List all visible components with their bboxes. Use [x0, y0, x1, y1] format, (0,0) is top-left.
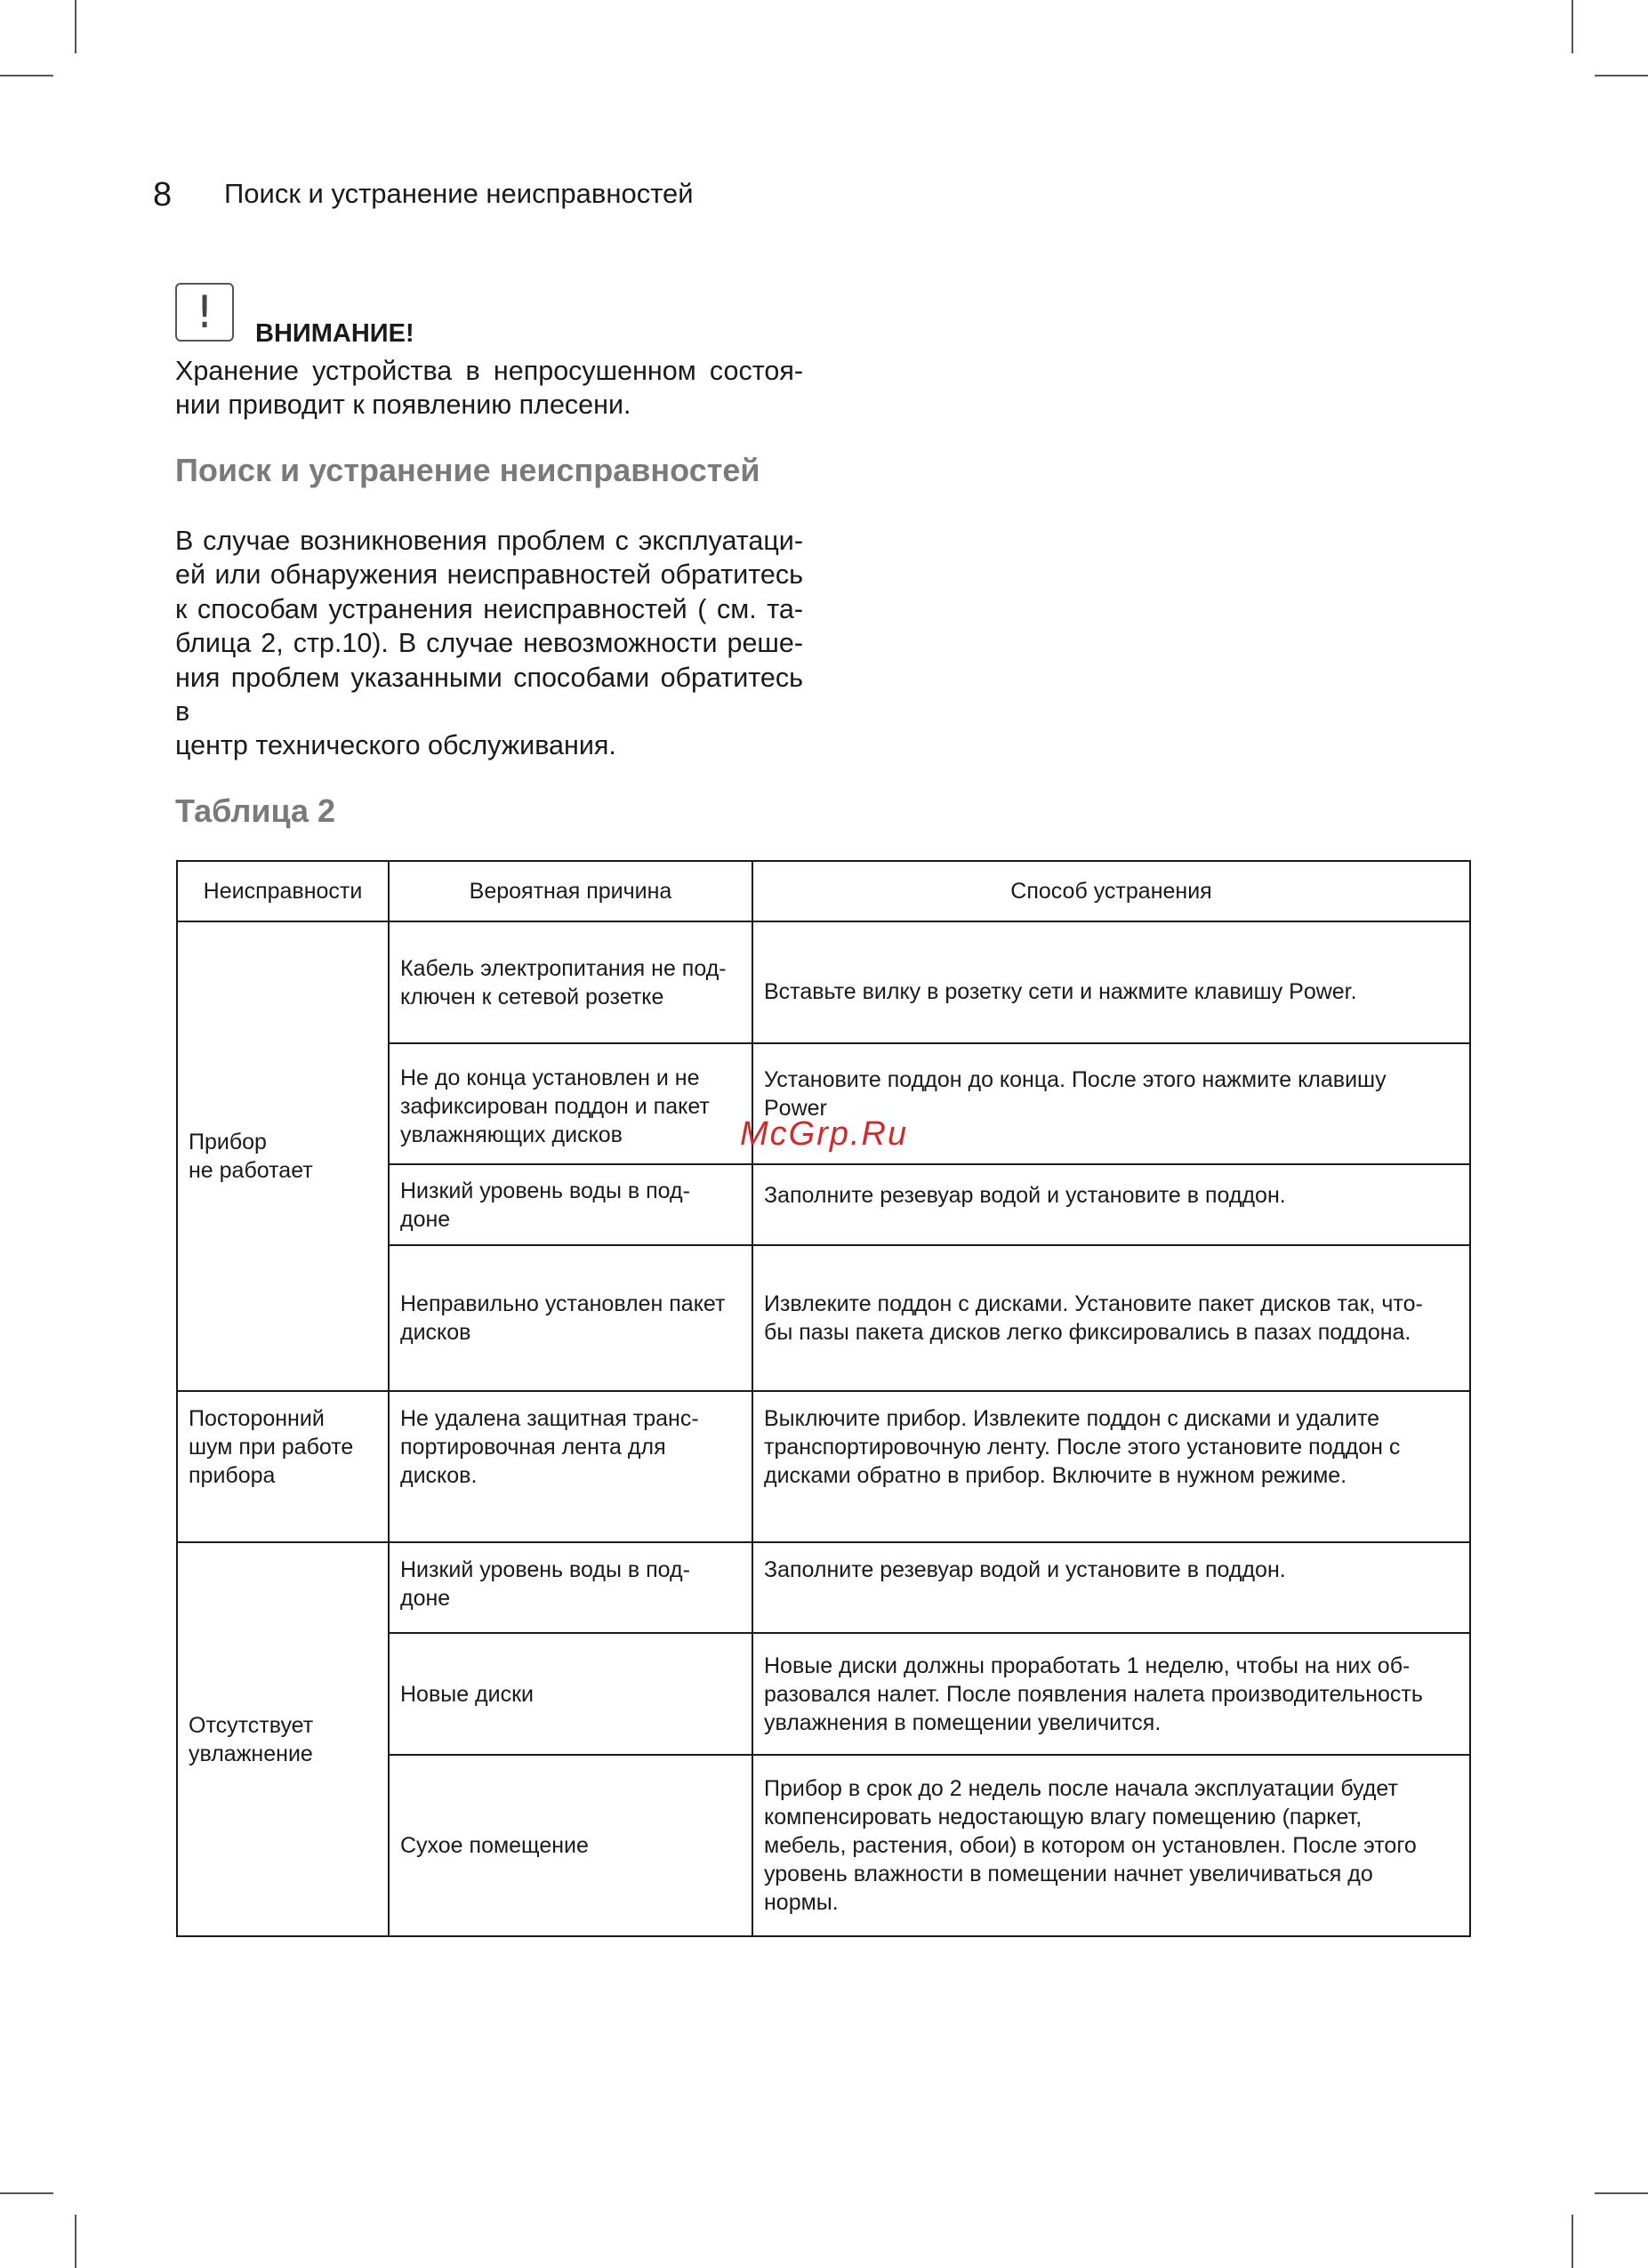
remedy-cell: Установите поддон до конца. После этого нажмите клавишу Power: [752, 1043, 1470, 1164]
cause-cell: Низкий уровень воды в под- доне: [389, 1164, 752, 1245]
remedy-cell: Выключите прибор. Извлеките поддон с дисками и удалите транспортировочную ленту. После этого установите поддон с дисками обратно в прибор. Включите в нужном режиме.: [752, 1391, 1470, 1542]
column-header-fault: Неисправности: [177, 861, 389, 921]
remedy-cell: Прибор в срок до 2 недель после начала эксплуатации будет компенсировать недостающую влагу помещению (паркет, мебель, растения, обои) в котором он установлен. После этого уровень влажности в помещении начнет увеличиваться до нормы.: [752, 1755, 1470, 1936]
remedy-cell: Заполните резевуар водой и установите в поддон.: [752, 1164, 1470, 1245]
cause-cell: Неправильно установлен пакет дисков: [389, 1245, 752, 1391]
section-heading: Поиск и устранение неисправностей: [175, 452, 760, 488]
crop-mark: [1595, 75, 1648, 76]
warning-title: ВНИМАНИЕ!: [255, 319, 414, 348]
column-header-remedy: Способ устранения: [752, 861, 1470, 921]
cause-cell: Не до конца установлен и не зафиксирован поддон и пакет увлажняющих дисков: [389, 1043, 752, 1164]
running-header: Поиск и устранение неисправностей: [224, 178, 694, 209]
watermark: McGrp.Ru: [740, 1115, 909, 1153]
table-row: [177, 1542, 1470, 1633]
fault-cell: Посторонний шум при работе прибора: [177, 1391, 389, 1542]
crop-mark: [1572, 2215, 1573, 2268]
fault-cell: Прибор не работает: [177, 921, 389, 1391]
column-header-cause: Вероятная причина: [389, 861, 752, 921]
cause-cell: Кабель электропитания не под- ключен к сетевой розетке: [389, 921, 752, 1043]
paragraph-line: блица 2, стр.10). В случае невозможности реше-: [175, 628, 803, 659]
cause-cell: Сухое помещение: [389, 1755, 752, 1936]
intro-paragraph: [175, 524, 803, 763]
table-row: [177, 921, 1470, 1043]
crop-mark: [1572, 0, 1573, 53]
warning-line: Хранение устройства в непросушенном состоя-: [175, 356, 803, 386]
remedy-cell: Заполните резевуар водой и установите в поддон.: [752, 1542, 1470, 1633]
warning-line: нии приводит к появлению плесени.: [175, 390, 631, 420]
table-row: [177, 1391, 1470, 1542]
exclamation-icon: !: [175, 283, 234, 342]
crop-mark: [1595, 2192, 1648, 2194]
crop-mark: [75, 0, 76, 53]
remedy-cell: Вставьте вилку в розетку сети и нажмите клавишу Power.: [752, 921, 1470, 1043]
warning-text: [175, 354, 803, 422]
table-header-row: [177, 861, 1470, 921]
crop-mark: [0, 2192, 53, 2194]
crop-mark: [75, 2215, 76, 2268]
cause-cell: Не удалена защитная транс- портировочная лента для дисков.: [389, 1391, 752, 1542]
cause-cell: Новые диски: [389, 1633, 752, 1755]
remedy-cell: Новые диски должны проработать 1 неделю, чтобы на них об- разовался налет. После появления налета производительность увлажнения в помещении увеличится.: [752, 1633, 1470, 1755]
paragraph-line: к способам устранения неисправностей ( см. та-: [175, 593, 803, 624]
page-number: 8: [153, 176, 173, 213]
paragraph-line: В случае возникновения проблем с эксплуатаци-: [175, 526, 803, 556]
paragraph-line: ей или обнаружения неисправностей обратитесь: [175, 559, 803, 591]
paragraph-line: ния проблем указанными способами обратитесь в: [175, 662, 803, 728]
troubleshooting-table: [176, 860, 1471, 1937]
paragraph-line: центр технического обслуживания.: [175, 730, 616, 761]
table-caption: Таблица 2: [175, 792, 336, 829]
fault-cell: Отсутствует увлажнение: [177, 1542, 389, 1936]
remedy-cell: Извлеките поддон с дисками. Установите пакет дисков так, что- бы пазы пакета дисков легко фиксировались в пазах поддона.: [752, 1245, 1470, 1391]
cause-cell: Низкий уровень воды в под- доне: [389, 1542, 752, 1633]
crop-mark: [0, 75, 53, 76]
